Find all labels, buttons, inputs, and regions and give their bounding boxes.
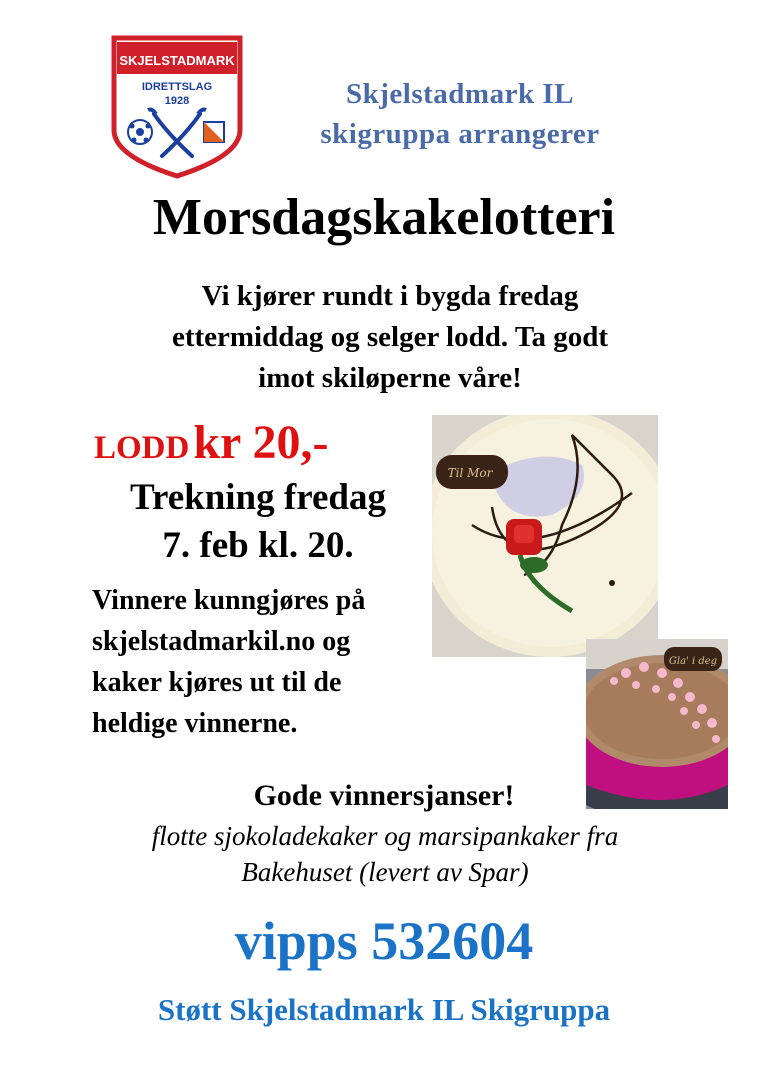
header-line-1: Skjelstadmark IL [346,78,574,110]
cake2-label: Gla' i deg [668,656,718,667]
page-title: Morsdagskakelotteri [152,189,616,246]
draw-line-2: 7. feb kl. 20. [162,525,354,566]
winners-line-1: Vinnere kunngjøres på [92,585,366,616]
winners-line-4: heldige vinnerne. [92,708,298,739]
logo-top-text: SKJELSTADMARK [119,53,235,68]
winners-line-2: skjelstadmarkil.no og [92,626,351,657]
intro-line-1: Vi kjører rundt i bygda fredag [201,280,579,312]
cakes-line-1: flotte sjokoladekaker og marsipankaker fra [151,821,619,851]
draw-info [86,474,430,570]
intro-line-2: ettermiddag og selger lodd. Ta godt [171,321,609,353]
logo-middle-text: IDRETTSLAG [141,81,213,93]
support-line: Støtt Skjelstadmark IL Skigruppa [157,992,611,1027]
cakes-description [90,818,680,890]
cake1-label: Til Mor [447,466,493,480]
logo-year: 1928 [164,95,190,107]
chances-heading: Gode vinnersjanser! [253,779,515,812]
winners-line-3: kaker kjøres ut til de [92,667,342,698]
lodd-label: LODD [94,430,190,466]
intro-text [60,276,720,399]
marzipan-cake-photo [432,415,658,657]
price-value: kr 20,- [193,416,329,469]
intro-line-3: imot skiløperne våre! [258,362,522,394]
cakes-line-2: Bakehuset (levert av Spar) [241,857,529,887]
header-line-2: skigruppa arrangerer [320,118,600,150]
winners-info [92,580,432,744]
ticket-price [94,415,328,470]
draw-line-1: Trekning fredag [130,477,386,518]
vipps-number: vipps 532604 [234,911,534,971]
club-logo [108,34,246,180]
